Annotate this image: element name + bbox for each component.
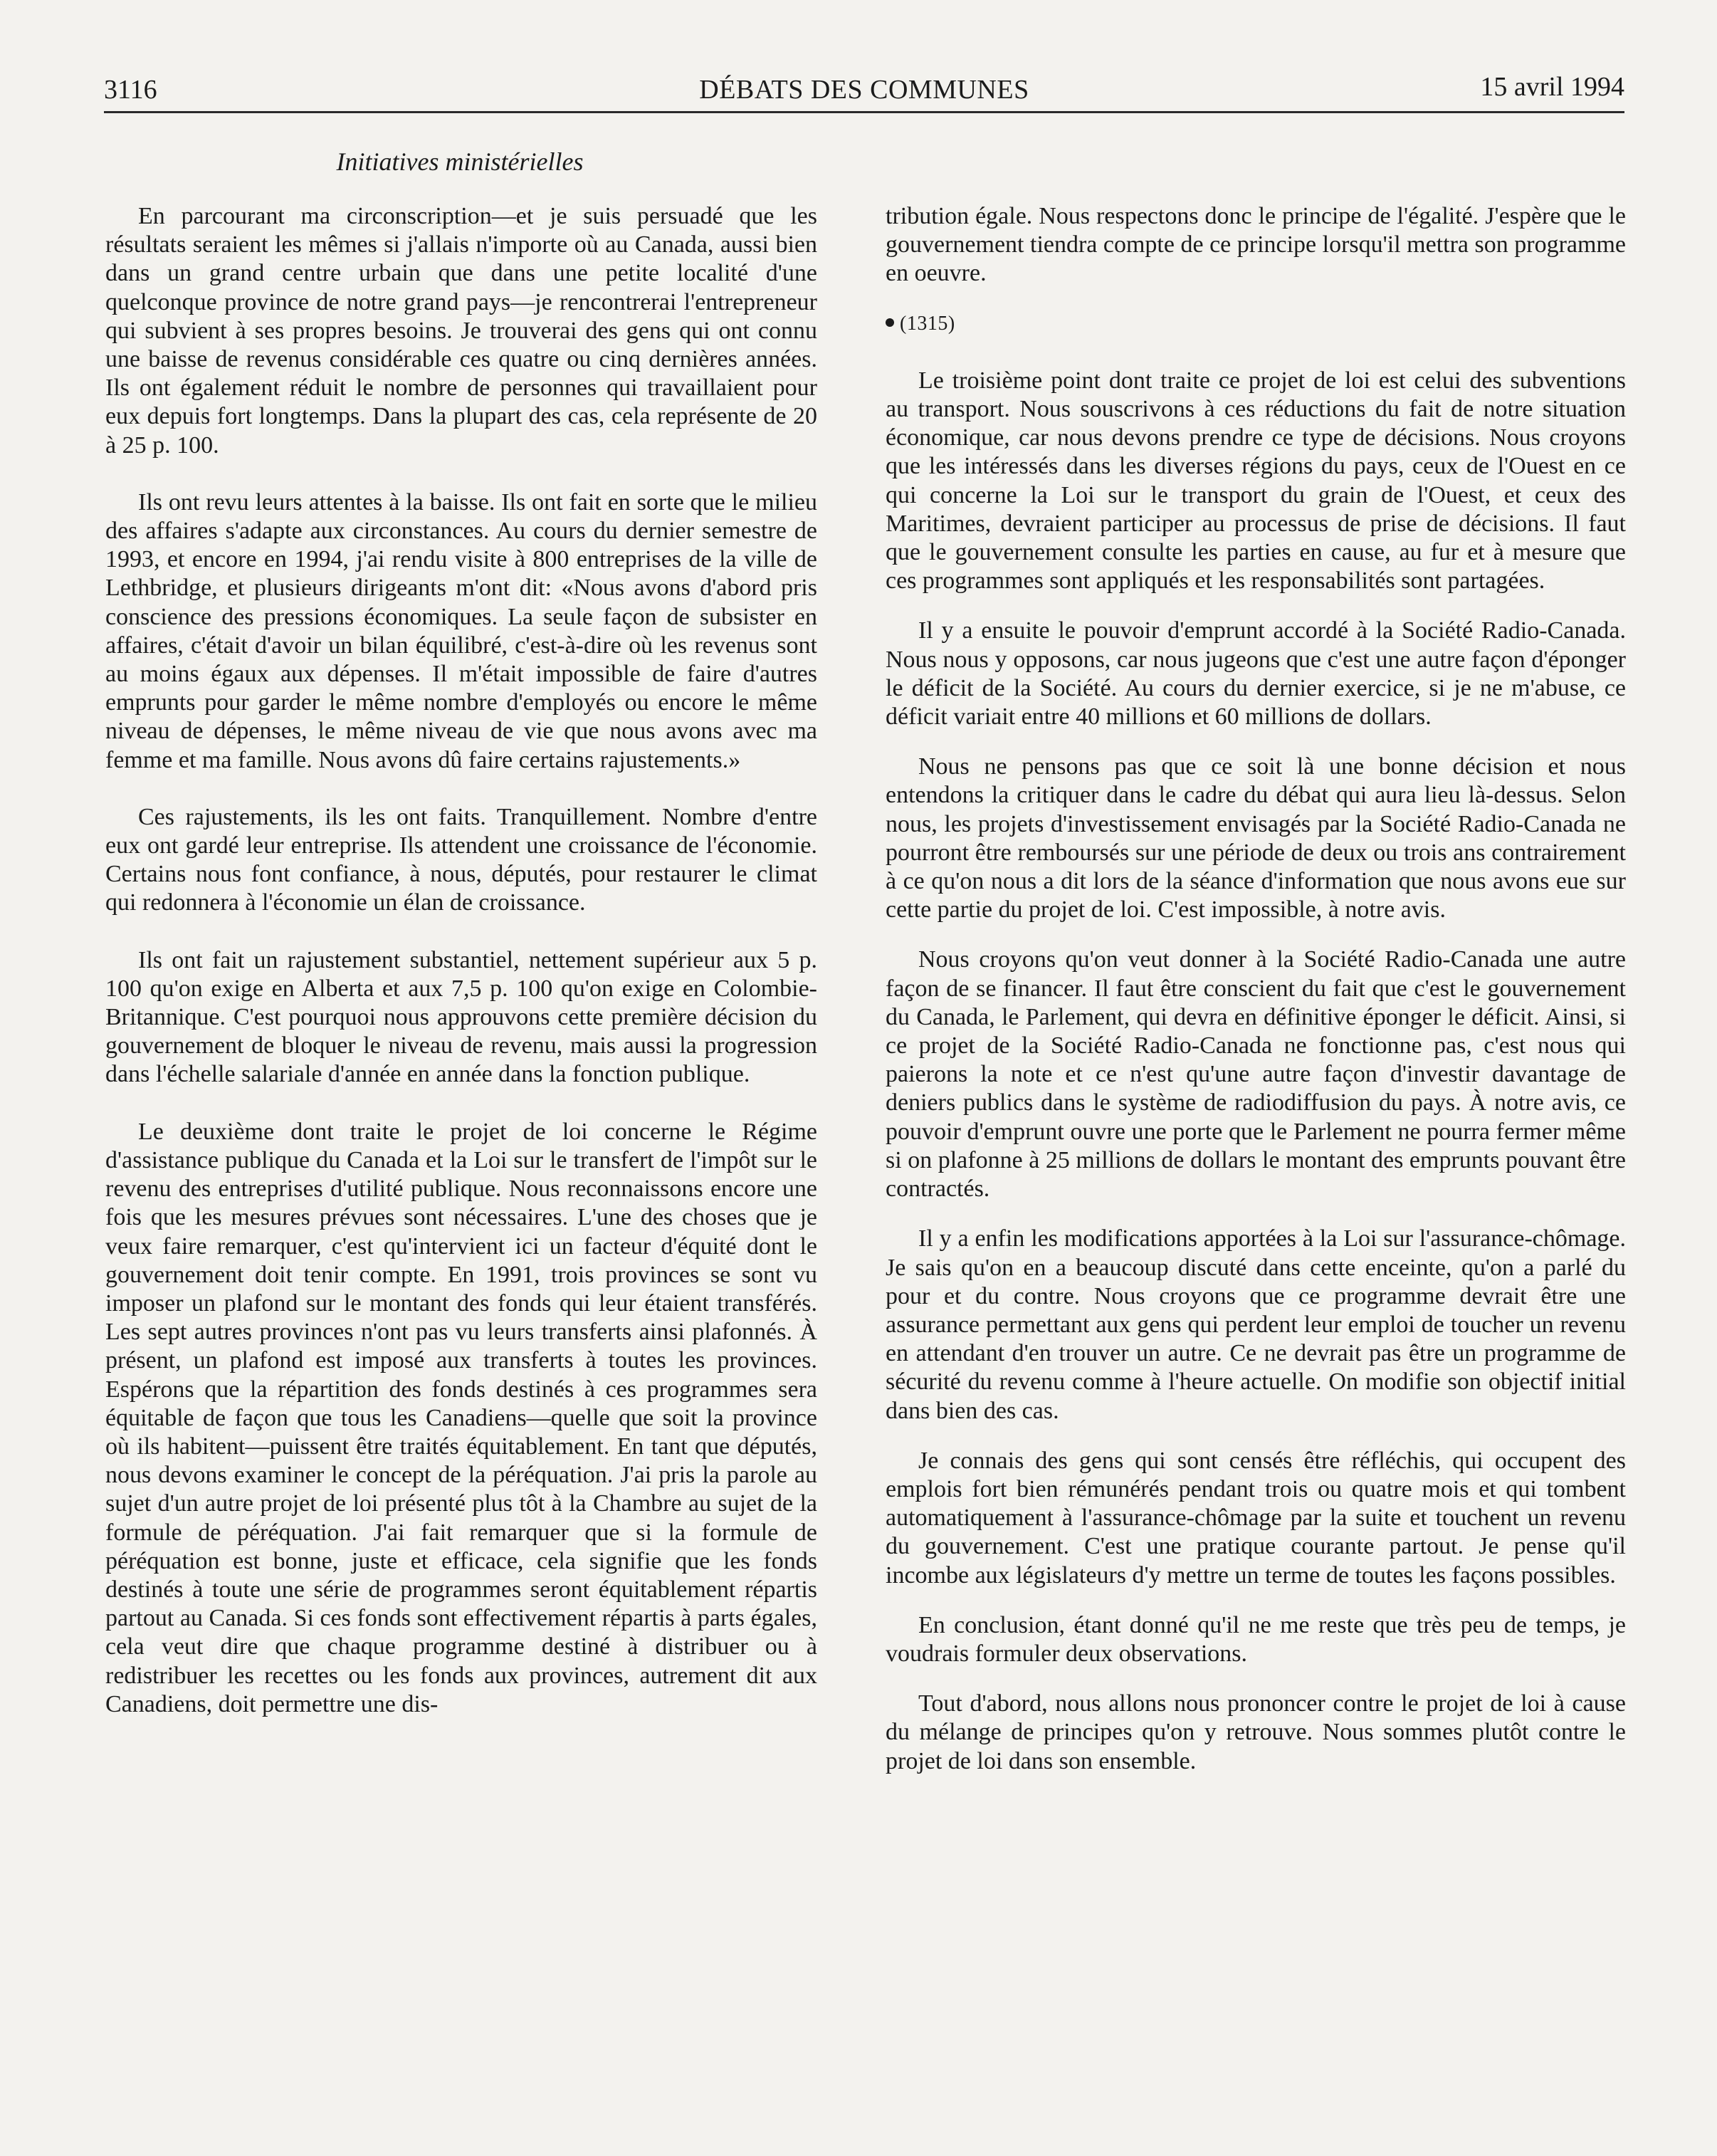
- paragraph: Je connais des gens qui sont censés être réfléchis, qui occupent des emplois fort bien rémunérés pendant trois ou quatre mois et qui tombent automatiquement à l'assurance-chômage par la suite et touchent un revenu du gouvernement. C'est une pratique courante partout. Je pense qu'il incombe aux législateurs d'y mettre un terme de toutes les façons possibles.: [886, 1447, 1626, 1589]
- right-column: [886, 202, 1626, 1797]
- journal-title: DÉBATS DES COMMUNES: [699, 75, 1029, 105]
- time-marker: [886, 310, 1626, 338]
- page-number: 3116: [104, 75, 157, 105]
- paragraph: Nous ne pensons pas que ce soit là une bonne décision et nous entendons la critiquer dans le cadre du débat qui aura lieu là-dessus. Selon nous, les projets d'investissement envisagés par la Société Radio-Canada ne pourront être remboursés sur une période de deux ou trois ans contrairement à ce qu'on nous a dit lors de la séance d'information que nous avons eue sur cette partie du projet de loi. C'est impossible, à notre avis.: [886, 753, 1626, 923]
- time-marker-text: (1315): [900, 312, 955, 335]
- paragraph: Le deuxième dont traite le projet de loi concerne le Régime d'assistance publique du Canada et la Loi sur le transfert de l'impôt sur le revenu des entreprises d'utilité publique. Nous reconnaissons encore une fois que les mesures prévues sont nécessaires. L'une des choses que je veux faire remarquer, c'est qu'intervient ici un facteur d'équité dont le gouvernement doit tenir compte. En 1991, trois provinces se sont vu imposer un plafond sur le montant des fonds qui leur étaient transférés. Les sept autres provinces n'ont pas vu leurs transferts ainsi plafonnés. À présent, un plafond est imposé aux transferts à toutes les provinces. Espérons que la répartition des fonds destinés à ces programmes sera équitable de façon que tous les Canadiens—quelle que soit la province où ils habitent—puissent être traités équitablement. En tant que députés, nous devons examiner le concept de la péréquation. J'ai pris la parole au sujet d'un autre projet de loi présenté plus tôt à la Chambre au sujet de la formule de péréquation. J'ai fait remarquer que si la formule de péréquation est bonne, juste et efficace, cela signifie que les fonds destinés à toute une série de programmes seront équitablement répartis partout au Canada. Si ces fonds sont effectivement répartis à parts égales, cela veut dire que chaque programme destiné à distribuer ou à redistribuer les recettes ou les fonds aux provinces, autrement dit aux Canadiens, doit permettre une dis-: [105, 1118, 817, 1717]
- paragraph: Il y a ensuite le pouvoir d'emprunt accordé à la Société Radio-Canada. Nous nous y opposons, car nous jugeons que c'est une autre façon d'éponger le déficit de la Société. Au cours du dernier exercice, si je ne m'abuse, ce déficit variait entre 40 millions et 60 millions de dollars.: [886, 617, 1626, 731]
- paragraph: Ces rajustements, ils les ont faits. Tranquillement. Nombre d'entre eux ont gardé leur entreprise. Ils attendent une croissance de l'économie. Certains nous font confiance, à nous, députés, pour restaurer le climat qui redonnera à l'économie un élan de croissance.: [105, 803, 817, 916]
- paragraph: En conclusion, étant donné qu'il ne me reste que très peu de temps, je voudrais formuler deux observations.: [886, 1611, 1626, 1667]
- paragraph: Ils ont fait un rajustement substantiel, nettement supérieur aux 5 p. 100 qu'on exige en Alberta et aux 7,5 p. 100 qu'on exige en Colombie-Britannique. C'est pourquoi nous approuvons cette première décision du gouvernement de bloquer le niveau de revenu, mais aussi la progression dans l'échelle salariale d'année en année dans la fonction publique.: [105, 946, 817, 1088]
- paragraph: Ils ont revu leurs attentes à la baisse. Ils ont fait en sorte que le milieu des affaires s'adapte aux circonstances. Au cours du dernier semestre de 1993, et encore en 1994, j'ai rendu visite à 800 entreprises de la ville de Lethbridge, et plusieurs dirigeants m'ont dit: «Nous avons d'abord pris conscience des pressions économiques. La seule façon de subsister en affaires, c'était d'avoir un bilan équilibré, c'est-à-dire où les revenus sont au moins égaux aux dépenses. Il m'était impossible de faire d'autres emprunts pour garder le même nombre d'employés ou encore le même niveau de dépenses, le même niveau de vie que nous avons avec ma femme et ma famille. Nous avons dû faire certains rajustements.»: [105, 488, 817, 773]
- paragraph-continuation: tribution égale. Nous respectons donc le principe de l'égalité. J'espère que le gouvernement tiendra compte de ce principe lorsqu'il mettra son programme en oeuvre.: [886, 203, 1626, 287]
- page-header: [104, 68, 1624, 113]
- paragraph: Il y a enfin les modifications apportées à la Loi sur l'assurance-chômage. Je sais qu'on en a beaucoup discuté dans cette enceinte, qu'on a parlé du pour et du contre. Nous croyons que ce programme devrait être une assurance permettant aux gens qui perdent leur emploi de toucher un revenu en attendant d'en trouver un autre. Ce ne devrait pas être un programme de sécurité du revenu comme à l'heure actuelle. On modifie son objectif initial dans bien des cas.: [886, 1225, 1626, 1424]
- paragraph: Nous croyons qu'on veut donner à la Société Radio-Canada une autre façon de se financer. Il faut être conscient du fait que c'est le gouvernement du Canada, le Parlement, qui devra en définitive éponger le déficit. Ainsi, si ce projet de la Société Radio-Canada ne fonctionne pas, c'est nous qui paierons la note et ce n'est qu'une autre façon d'investir davantage de deniers publics dans le système de radiodiffusion du pays. À notre avis, ce pouvoir d'emprunt ouvre une porte que le Parlement ne pourra fermer même si on plafonne à 25 millions de dollars le montant des emprunts pouvant être contractés.: [886, 946, 1626, 1203]
- paragraph: En parcourant ma circonscription—et je suis persuadé que les résultats seraient les mêmes si j'allais n'importe où au Canada, aussi bien dans un grand centre urbain que dans une petite localité d'une quelconque province de notre grand pays—je rencontrerai l'entrepreneur qui subvient à ses propres besoins. Je trouverai des gens qui ont connu une baisse de revenus considérable ces quatre ou cinq dernières années. Ils ont également réduit le nombre de personnes qui travaillaient pour eux depuis fort longtemps. Dans la plupart des cas, cela représente de 20 à 25 p. 100.: [105, 203, 817, 459]
- paragraph: Le troisième point dont traite ce projet de loi est celui des subventions au transport. Nous souscrivons à ces réductions du fait de notre situation économique, car nous devons prendre ce type de décisions. Nous croyons que les intéressés dans les diverses régions du pays, ceux de l'Ouest en ce qui concerne la Loi sur le transport du grain de l'Ouest, et ceux des Maritimes, devraient participer au processus de prise de décisions. Il faut que le gouvernement consulte les parties en cause, au fur et à mesure que ces programmes sont appliqués et les responsabilités sont partagées.: [886, 367, 1626, 595]
- left-column: [105, 202, 817, 1747]
- paragraph: Tout d'abord, nous allons nous prononcer contre le projet de loi à cause du mélange de principes qu'on y retrouve. Nous sommes plutôt contre le projet de loi dans son ensemble.: [886, 1690, 1626, 1774]
- section-title: Initiatives ministérielles: [336, 147, 584, 176]
- header-date: 15 avril 1994: [1480, 72, 1624, 102]
- bullet-icon: [886, 318, 894, 327]
